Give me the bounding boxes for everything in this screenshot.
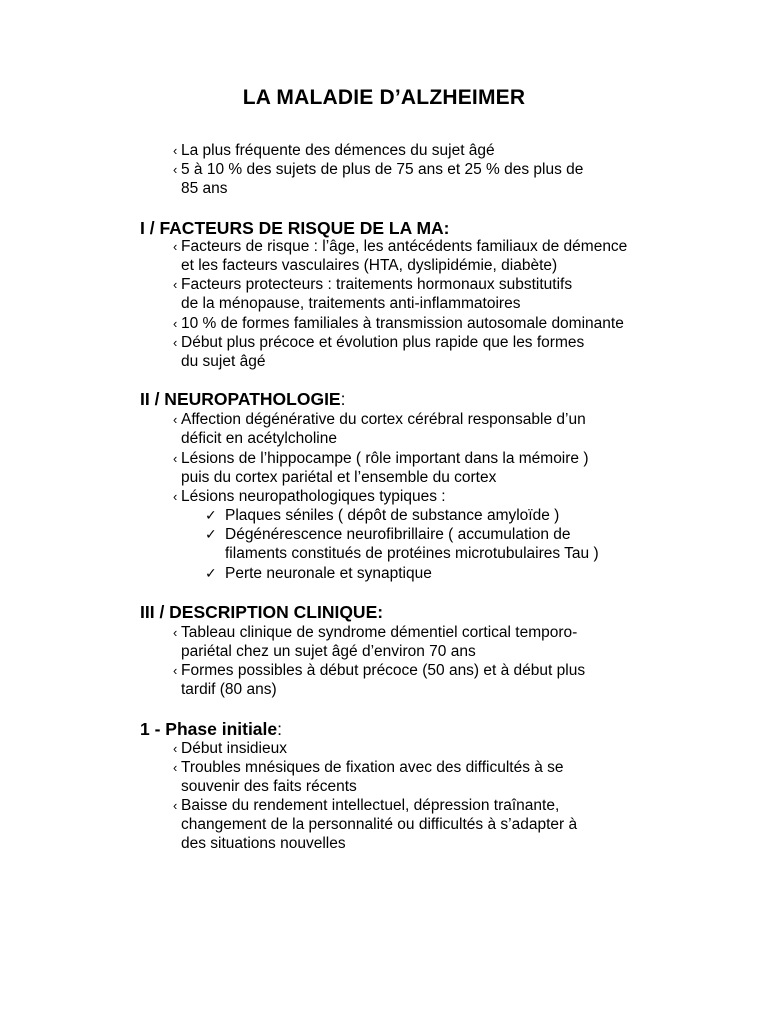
neuro-check-3: ✓ Perte neuronale et synaptique xyxy=(205,565,432,582)
phase-bullet-3-cont-2: des situations nouvelles xyxy=(181,835,346,852)
bullet-arrow-icon: ‹ xyxy=(173,760,178,775)
document-title: LA MALADIE D’ALZHEIMER xyxy=(242,86,526,109)
intro-bullet-1: ‹ La plus fréquente des démences du sujet âgé xyxy=(173,142,495,159)
neuro-check-1: ✓ Plaques séniles ( dépôt de substance amyloïde ) xyxy=(205,507,560,524)
section-heading-risk-factors: I / FACTEURS DE RISQUE DE LA MA: xyxy=(140,218,450,238)
bullet-arrow-icon: ‹ xyxy=(173,239,178,254)
section-heading-neuropathology: II / NEUROPATHOLOGIE: xyxy=(140,389,346,409)
neuro-check-2: ✓ Dégénérescence neurofibrillaire ( accumulation de xyxy=(205,526,571,543)
risk-bullet-4: ‹ Début plus précoce et évolution plus rapide que les formes xyxy=(173,334,585,351)
risk-bullet-1-cont: et les facteurs vasculaires (HTA, dyslipidémie, diabète) xyxy=(181,257,558,274)
risk-bullet-3: ‹ 10 % de formes familiales à transmission autosomale dominante xyxy=(173,315,624,332)
clinical-bullet-1-cont: pariétal chez un sujet âgé d’environ 70 ans xyxy=(181,643,476,660)
neuro-bullet-1: ‹ Affection dégénérative du cortex cérébral responsable d’un xyxy=(173,411,586,428)
phase-bullet-2: ‹ Troubles mnésiques de fixation avec des difficultés à se xyxy=(173,759,564,776)
check-icon: ✓ xyxy=(205,565,217,581)
bullet-arrow-icon: ‹ xyxy=(173,741,178,756)
check-icon: ✓ xyxy=(205,526,217,542)
section-heading-initial-phase: 1 - Phase initiale: xyxy=(140,719,283,739)
intro-bullet-2-cont: 85 ans xyxy=(181,180,228,197)
risk-bullet-2-cont: de la ménopause, traitements anti-inflammatoires xyxy=(181,295,521,312)
clinical-bullet-2: ‹ Formes possibles à début précoce (50 ans) et à début plus xyxy=(173,662,586,679)
neuro-check-2-cont: filaments constitués de protéines microtubulaires Tau ) xyxy=(225,545,599,562)
bullet-arrow-icon: ‹ xyxy=(173,625,178,640)
risk-bullet-4-cont: du sujet âgé xyxy=(181,353,266,370)
bullet-arrow-icon: ‹ xyxy=(173,335,178,350)
bullet-arrow-icon: ‹ xyxy=(173,277,178,292)
bullet-arrow-icon: ‹ xyxy=(173,663,178,678)
bullet-arrow-icon: ‹ xyxy=(173,316,178,331)
risk-bullet-1: ‹ Facteurs de risque : l’âge, les antécédents familiaux de démence xyxy=(173,238,628,255)
phase-bullet-1: ‹ Début insidieux xyxy=(173,740,287,757)
check-icon: ✓ xyxy=(205,507,217,523)
bullet-arrow-icon: ‹ xyxy=(173,412,178,427)
clinical-bullet-1: ‹ Tableau clinique de syndrome démentiel cortical temporo- xyxy=(173,624,578,641)
bullet-arrow-icon: ‹ xyxy=(173,451,178,466)
section-heading-clinical-description: III / DESCRIPTION CLINIQUE: xyxy=(140,602,384,622)
clinical-bullet-2-cont: tardif (80 ans) xyxy=(181,681,277,698)
neuro-bullet-1-cont: déficit en acétylcholine xyxy=(181,430,337,447)
bullet-arrow-icon: ‹ xyxy=(173,143,178,158)
bullet-arrow-icon: ‹ xyxy=(173,489,178,504)
neuro-bullet-3: ‹ Lésions neuropathologiques typiques : xyxy=(173,488,446,505)
phase-bullet-3: ‹ Baisse du rendement intellectuel, dépression traînante, xyxy=(173,797,560,814)
neuro-bullet-2-cont: puis du cortex pariétal et l’ensemble du cortex xyxy=(181,469,497,486)
phase-bullet-3-cont-1: changement de la personnalité ou difficultés à s’adapter à xyxy=(181,816,578,833)
bullet-arrow-icon: ‹ xyxy=(173,162,178,177)
intro-bullet-2: ‹ 5 à 10 % des sujets de plus de 75 ans et 25 % des plus de xyxy=(173,161,584,178)
neuro-bullet-2: ‹ Lésions de l’hippocampe ( rôle important dans la mémoire ) xyxy=(173,450,589,467)
bullet-arrow-icon: ‹ xyxy=(173,798,178,813)
risk-bullet-2: ‹ Facteurs protecteurs : traitements hormonaux substitutifs xyxy=(173,276,573,293)
phase-bullet-2-cont: souvenir des faits récents xyxy=(181,778,357,795)
